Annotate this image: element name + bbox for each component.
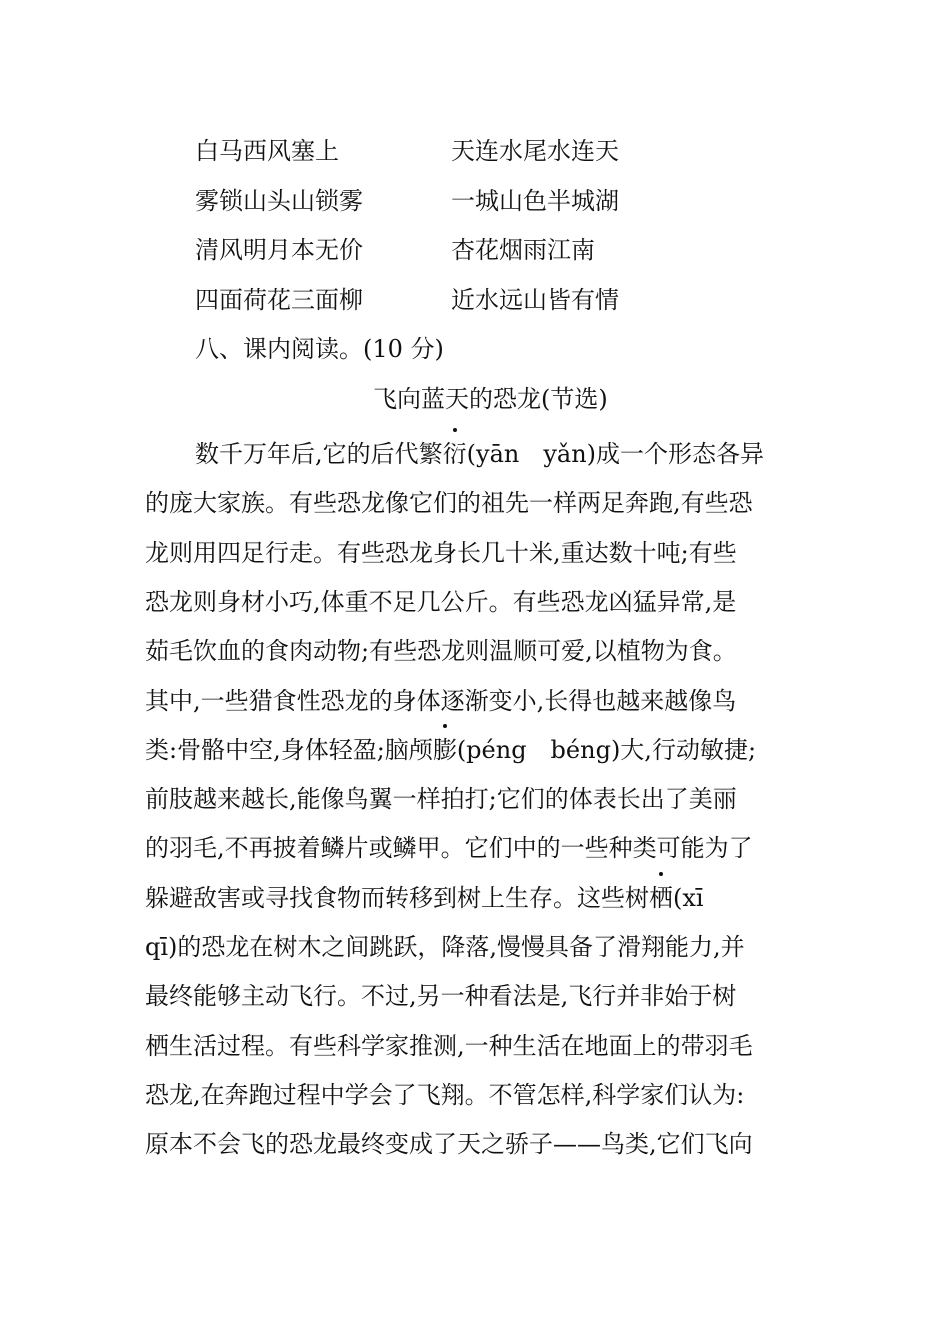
passage-line xyxy=(145,828,753,868)
passage-text: 恐龙,在奔跑过程中学会了飞翔。不管怎样,科学家们认为: xyxy=(145,1080,745,1109)
passage-text: 其中,一些猎食性恐龙的身体逐渐变小,长得也越来越像鸟 xyxy=(145,686,737,715)
emphasized-character: 膨 xyxy=(433,730,457,770)
emphasized-character: 衍 xyxy=(443,434,467,474)
passage-title: 飞向蓝天的恐龙(节选) xyxy=(373,385,608,413)
passage-text: (péng béng)大,行动敏捷; xyxy=(456,735,757,764)
couplet-row xyxy=(0,131,950,171)
couplet-left: 清风明月本无价 xyxy=(195,236,363,264)
passage-text: 恐龙则身材小巧,体重不足几公斤。有些恐龙凶猛异常,是 xyxy=(145,587,737,616)
passage-text: 龙则用四足行走。有些恐龙身长几十米,重达数十吨;有些 xyxy=(145,538,737,567)
passage-text: 前肢越来越长,能像鸟翼一样拍打;它们的体表长出了美丽 xyxy=(145,785,737,814)
passage-text: 茹毛饮血的食肉动物;有些恐龙则温顺可爱,以植物为食。 xyxy=(145,637,737,666)
couplet-row xyxy=(0,230,950,270)
passage-line xyxy=(145,1124,753,1164)
passage-line xyxy=(145,533,737,573)
emphasized-character: 栖 xyxy=(649,878,673,918)
passage-line xyxy=(145,1075,744,1115)
couplet-left: 白马西风塞上 xyxy=(195,137,339,165)
passage-text: 数千万年后,它的后代繁 xyxy=(195,440,443,468)
passage-line xyxy=(145,681,736,721)
passage-line xyxy=(145,582,736,622)
passage-text: 躲避敌害或寻找食物而转移到树上生存。这些树 xyxy=(145,883,649,912)
passage-text: (xī xyxy=(673,883,704,912)
couplet-right: 天连水尾水连天 xyxy=(451,137,619,165)
couplet-right: 一城山色半城湖 xyxy=(451,187,619,215)
passage-line xyxy=(195,434,764,474)
passage-line xyxy=(145,779,737,819)
passage-text: 的庞大家族。有些恐龙像它们的祖先一样两足奔跑,有些恐 xyxy=(145,489,753,518)
passage-line xyxy=(145,730,756,770)
section-heading: 八、课内阅读。(10 分) xyxy=(195,335,444,363)
passage-line xyxy=(145,976,736,1016)
couplet-left: 雾锁山头山锁雾 xyxy=(195,187,363,215)
passage-text: 最终能够主动飞行。不过,另一种看法是,飞行并非始于树 xyxy=(145,982,737,1011)
passage-text: 栖生活过程。有些科学家推测,一种生活在地面上的带羽毛 xyxy=(145,1031,753,1060)
passage-text: 原本不会飞的恐龙最终变成了天之骄子——鸟类,它们飞向 xyxy=(145,1130,753,1159)
passage-line xyxy=(145,483,753,523)
couplet-row xyxy=(0,181,950,221)
passage-line xyxy=(145,631,737,671)
couplet-left: 四面荷花三面柳 xyxy=(195,286,363,314)
passage-text: qī)的恐龙在树木之间跳跃，降落,慢慢具备了滑翔能力,并 xyxy=(145,933,745,961)
passage-line xyxy=(145,927,745,967)
passage-text: 类:骨骼中空,身体轻盈;脑颅 xyxy=(145,735,433,764)
passage-text: (yān yǎn)成一个形态各异 xyxy=(466,440,765,468)
passage-text: 的羽毛,不再披着鳞片或鳞甲。它们中的一些种类可能为了 xyxy=(145,834,753,863)
couplet-right: 近水远山皆有情 xyxy=(451,286,619,314)
passage-line xyxy=(145,1026,753,1066)
passage-line xyxy=(145,878,704,918)
couplet-right: 杏花烟雨江南 xyxy=(451,236,595,264)
couplet-row xyxy=(0,280,950,320)
